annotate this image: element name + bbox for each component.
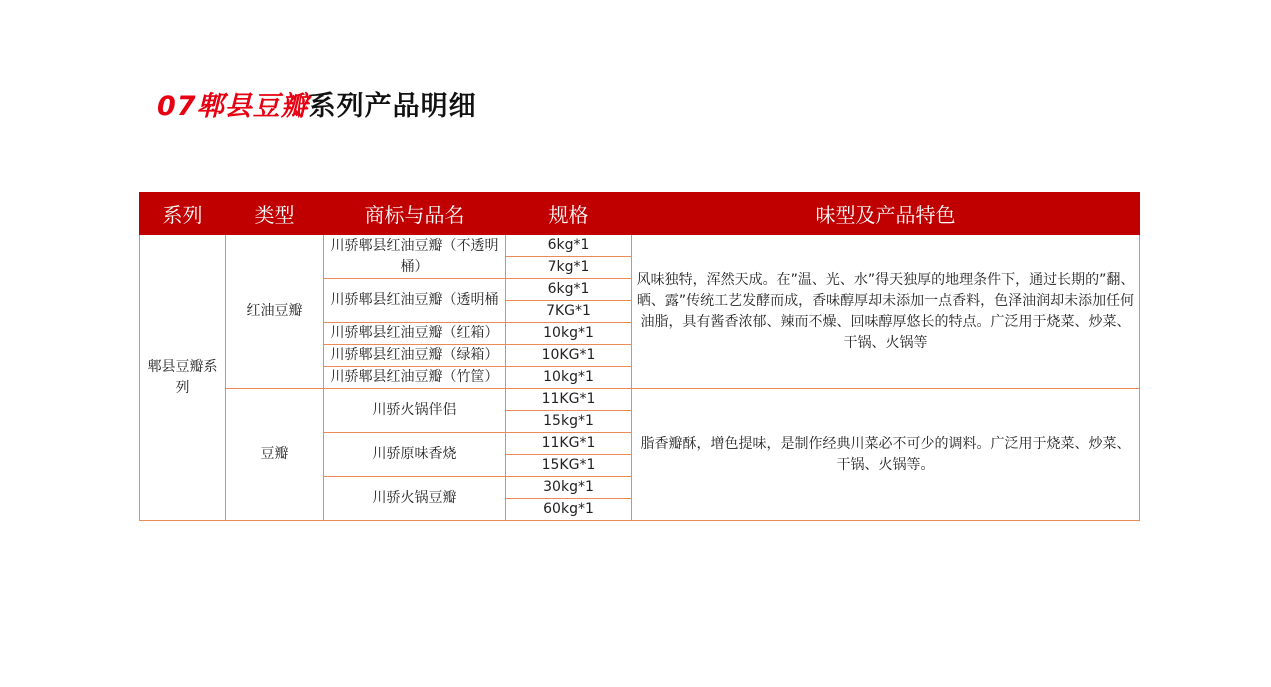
spec-cell: 7kg*1 — [506, 257, 632, 279]
description-cell: 脂香瓣酥，增色提味，是制作经典川菜必不可少的调料。广泛用于烧菜、炒菜、干锅、火锅等。 — [632, 389, 1140, 521]
series-cell: 郫县豆瓣系列 — [140, 235, 226, 521]
header-type: 类型 — [226, 193, 324, 235]
product-name-cell: 川骄原味香烧 — [324, 433, 506, 477]
page-title-highlight: 07郫县豆瓣 — [157, 91, 309, 122]
table-header-row — [140, 193, 1140, 235]
product-name-cell: 川骄郫县红油豆瓣（红箱） — [324, 323, 506, 345]
product-name-cell: 川骄郫县红油豆瓣（竹筐） — [324, 367, 506, 389]
product-name-cell: 川骄郫县红油豆瓣（透明桶 — [324, 279, 506, 323]
header-brand-name: 商标与品名 — [324, 193, 506, 235]
product-name-cell: 川骄火锅伴侣 — [324, 389, 506, 433]
header-spec: 规格 — [506, 193, 632, 235]
product-name-cell: 川骄郫县红油豆瓣（绿箱） — [324, 345, 506, 367]
spec-cell: 30kg*1 — [506, 477, 632, 499]
header-series: 系列 — [140, 193, 226, 235]
spec-cell: 15KG*1 — [506, 455, 632, 477]
product-name-cell: 川骄火锅豆瓣 — [324, 477, 506, 521]
spec-cell: 15kg*1 — [506, 411, 632, 433]
spec-cell: 10kg*1 — [506, 367, 632, 389]
table-row — [140, 389, 1140, 411]
page-title — [157, 84, 477, 123]
type-cell: 红油豆瓣 — [226, 235, 324, 389]
description-cell: 风味独特，浑然天成。在”温、光、水”得天独厚的地理条件下，通过长期的”翻、晒、露”传统工艺发酵而成，香味醇厚却未添加一点香料，色泽油润却未添加任何油脂，具有酱香浓郁、辣而不燥、回味醇厚悠长的特点。广泛用于烧菜、炒菜、干锅、火锅等 — [632, 235, 1140, 389]
spec-cell: 11KG*1 — [506, 433, 632, 455]
header-features: 味型及产品特色 — [632, 193, 1140, 235]
spec-cell: 11KG*1 — [506, 389, 632, 411]
table-row — [140, 235, 1140, 257]
product-table — [139, 192, 1140, 521]
product-name-cell: 川骄郫县红油豆瓣（不透明桶） — [324, 235, 506, 279]
spec-cell: 6kg*1 — [506, 279, 632, 301]
spec-cell: 10kg*1 — [506, 323, 632, 345]
page-title-rest: 系列产品明细 — [308, 91, 477, 122]
type-cell: 豆瓣 — [226, 389, 324, 521]
spec-cell: 6kg*1 — [506, 235, 632, 257]
spec-cell: 7KG*1 — [506, 301, 632, 323]
spec-cell: 10KG*1 — [506, 345, 632, 367]
spec-cell: 60kg*1 — [506, 499, 632, 521]
